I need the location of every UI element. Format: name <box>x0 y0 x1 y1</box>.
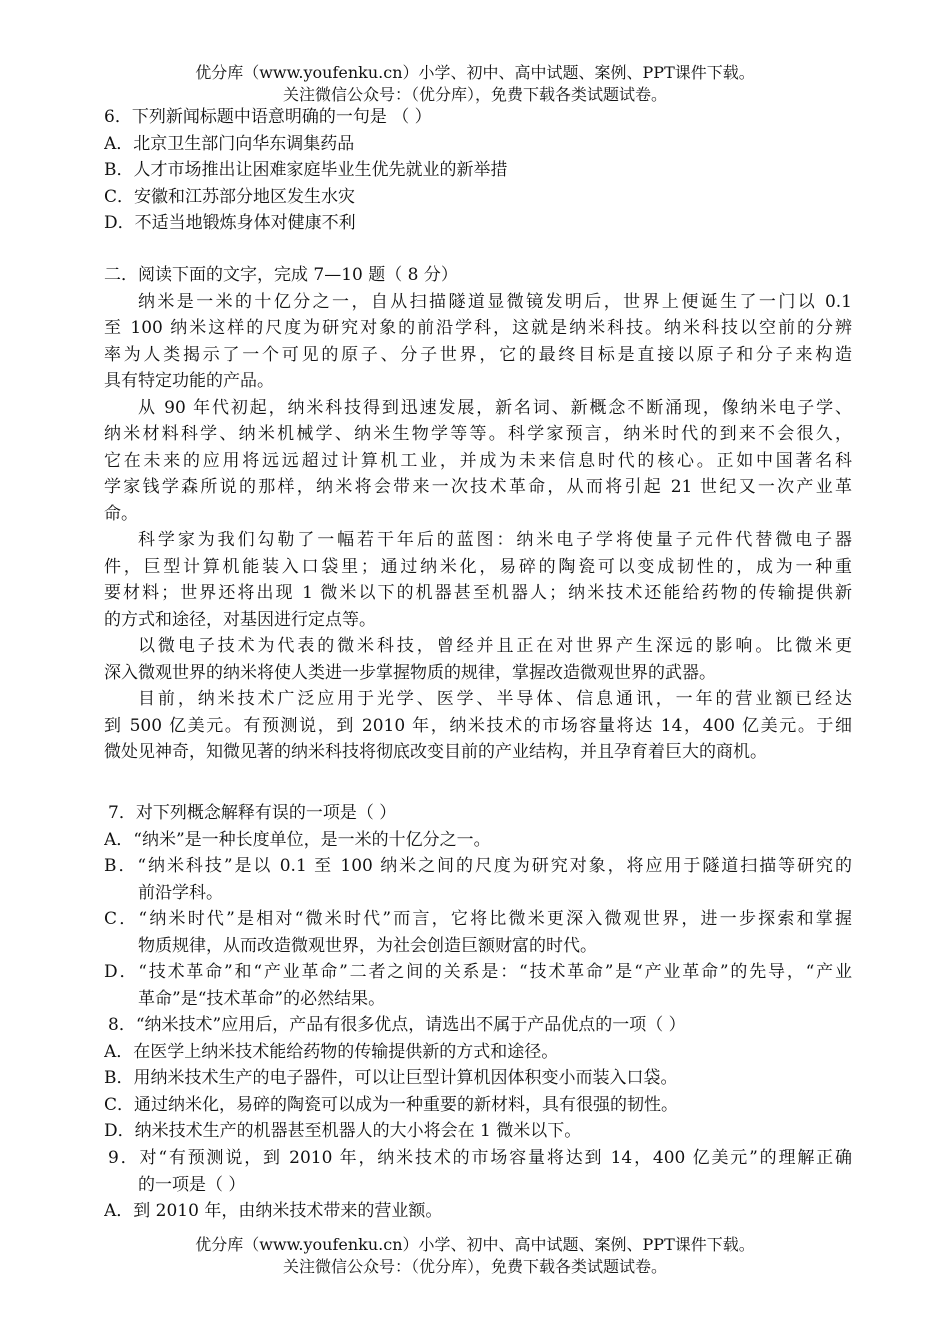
paragraph-line: 它在未来的应用将远远超过计算机工业，并成为未来信息时代的核心。正如中国著名科 <box>104 450 852 471</box>
paragraph-line: 至 100 纳米这样的尺度为研究对象的前沿学科，这就是纳米科技。纳米科技以空前的分辨 <box>104 318 852 338</box>
option-d-continued: 革命”是“技术革命”的必然结果。 <box>138 988 386 1009</box>
option-a: A．“纳米”是一种长度单位，是一米的十亿分之一。 <box>104 829 491 850</box>
paragraph-line: 目前，纳米技术广泛应用于光学、医学、半导体、信息通讯，一年的营业额已经达 <box>138 689 852 709</box>
paragraph-line: 具有特定功能的产品。 <box>104 371 274 391</box>
question-stem: 8．“纳米技术”应用后，产品有很多优点，请选出不属于产品优点的一项（ ） <box>108 1015 686 1035</box>
paragraph-line: 微处见神奇，知微见著的纳米科技将彻底改变目前的产业结构，并且孕育着巨大的商机。 <box>104 742 767 762</box>
paragraph-line: 学家钱学森所说的那样，纳米将会带来一次技术革命，从而将引起 21 世纪又一次产业革 <box>104 477 852 497</box>
paragraph-line: 以微电子技术为代表的微米科技，曾经并且正在对世界产生深远的影响。比微米更 <box>138 636 852 656</box>
question-6 <box>104 104 852 237</box>
paragraph-line: 从 90 年代初起，纳米科技得到迅速发展，新名词、新概念不断涌现，像纳米电子学、 <box>138 397 852 418</box>
option-a: A．到 2010 年，由纳米技术带来的营业额。 <box>104 1201 443 1221</box>
question-7 <box>104 800 852 1012</box>
question-9 <box>104 1145 852 1225</box>
paragraph-line: 的方式和途径，对基因进行定点等。 <box>104 609 376 630</box>
paragraph-line: 率为人类揭示了一个可见的原子、分子世界，它的最终目标是直接以原子和分子来构造 <box>104 344 852 365</box>
option-c: C．通过纳米化，易碎的陶瓷可以成为一种重要的新材料，具有很强的韧性。 <box>104 1094 679 1115</box>
option-b: B．人才市场推出让困难家庭毕业生优先就业的新举措 <box>104 160 508 180</box>
option-a: A．北京卫生部门向华东调集药品 <box>104 133 355 154</box>
reading-section <box>104 262 852 766</box>
question-8 <box>104 1012 852 1145</box>
paragraph-4 <box>104 633 852 686</box>
paragraph-line: 要材料；世界还将出现 1 微米以下的机器甚至机器人；纳米技术还能给药物的传输提供新 <box>104 583 852 603</box>
option-c: C．“纳米时代”是相对“微米时代”而言，它将比微米更深入微观世界，进一步探索和掌握 <box>104 909 852 929</box>
option-d: D．不适当地锻炼身体对健康不利 <box>104 213 356 233</box>
footer-line-2: 关注微信公众号：（优分库），免费下载各类试题试卷。 <box>282 1257 667 1276</box>
paragraph-line: 纳米材料科学、纳米机械学、纳米生物学等等。科学家预言，纳米时代的到来不会很久， <box>104 424 852 444</box>
paragraph-3 <box>104 527 852 633</box>
option-b: B．“纳米科技”是以 0.1 至 100 纳米之间的尺度为研究对象，将应用于隧道扫描等研究的 <box>104 856 852 876</box>
paragraph-line: 命。 <box>104 503 138 524</box>
paragraph-line: 深入微观世界的纳米将使人类进一步掌握物质的规律，掌握改造微观世界的武器。 <box>104 662 716 683</box>
paragraph-line: 到 500 亿美元。有预测说，到 2010 年，纳米技术的市场容量将达 14，400 亿美元。于细 <box>104 715 852 736</box>
header-line-2: 关注微信公众号：（优分库），免费下载各类试题试卷。 <box>282 85 667 104</box>
option-c-continued: 物质规律，从而改造微观世界，为社会创造巨额财富的时代。 <box>138 935 597 956</box>
option-b: B．用纳米技术生产的电子器件，可以让巨型计算机因体积变小而装入口袋。 <box>104 1068 678 1088</box>
option-b-continued: 前沿学科。 <box>138 882 223 903</box>
question-stem: 6．下列新闻标题中语意明确的一句是 （ ） <box>104 107 432 127</box>
option-d: D．纳米技术生产的机器甚至机器人的大小将会在 1 微米以下。 <box>104 1121 582 1141</box>
question-stem-continued: 的一项是（ ） <box>138 1174 246 1195</box>
paragraph-line: 件，巨型计算机能装入口袋里；通过纳米化，易碎的陶瓷可以变成韧性的，成为一种重 <box>104 556 852 577</box>
option-d: D．“技术革命”和“产业革命”二者之间的关系是：“技术革命”是“产业革命”的先导，“产业 <box>104 962 852 982</box>
paragraph-line: 科学家为我们勾勒了一幅若干年后的蓝图：纳米电子学将使量子元件代替微电子器 <box>138 530 852 550</box>
paragraph-1 <box>104 289 852 395</box>
question-stem: 7．对下列概念解释有误的一项是（ ） <box>108 803 397 823</box>
option-a: A．在医学上纳米技术能给药物的传输提供新的方式和途径。 <box>104 1041 559 1062</box>
section-heading: 二．阅读下面的文字，完成 7—10 题（ 8 分） <box>104 265 458 285</box>
paragraph-5 <box>104 686 852 766</box>
option-c: C．安徽和江苏部分地区发生水灾 <box>104 186 356 207</box>
footer-line-1: 优分库（www.youfenku.cn）小学、初中、高中试题、案例、PPT课件下载。 <box>195 1235 755 1254</box>
paragraph-2 <box>104 395 852 528</box>
header-line-1: 优分库（www.youfenku.cn）小学、初中、高中试题、案例、PPT课件下载。 <box>195 63 755 82</box>
paragraph-line: 纳米是一米的十亿分之一，自从扫描隧道显微镜发明后，世界上便诞生了一门以 0.1 <box>138 291 852 312</box>
question-stem: 9．对“有预测说，到 2010 年，纳米技术的市场容量将达到 14，400 亿美元”的理解正确 <box>108 1148 852 1168</box>
